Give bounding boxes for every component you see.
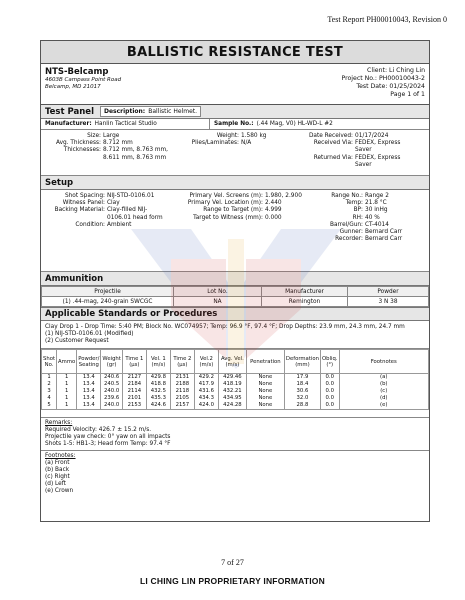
shot-cell: 418.8 [146,381,170,388]
shot-cell: 28.8 [284,402,320,410]
client: Client: Li Ching Lin [367,67,425,74]
shot-cell: 434.95 [218,395,246,402]
footnotes-block [41,451,429,497]
shot-cell: 2105 [170,395,194,402]
returned-via-label: Returned Via: [313,154,353,161]
lab-header [41,64,429,105]
shot-cell: 1 [42,374,57,382]
shot-row [42,395,429,402]
shot-cell: 2153 [122,402,146,410]
shot-cell: 429.46 [218,374,246,382]
shot-cell: 13.4 [77,381,101,388]
shot-cell: 0.0 [320,402,339,410]
shot-col-header: Vel. 1 (m/s) [146,350,170,374]
shot-cell: 2127 [122,374,146,382]
shot-cell: 424.6 [146,402,170,410]
shot-cell: (d) [339,395,429,402]
setup-col-3 [313,193,425,268]
shot-cell: 32.0 [284,395,320,402]
report-frame [40,40,430,522]
gunner-value: Bernard Carr [365,229,403,236]
temp-label: Temp: [345,200,363,207]
thicknesses-value-1: 8.712 mm, 8.763 mm, [103,147,168,154]
ammo-lot: NA [174,297,262,307]
project-no: Project No.: PH00010043-2 [341,75,425,82]
shot-cell: 1 [57,388,77,395]
shot-cell: 2184 [122,381,146,388]
shot-cell: (c) [339,388,429,395]
shot-cell: 240.0 [101,388,122,395]
shot-cell: 18.4 [284,381,320,388]
ammunition-row [42,297,429,307]
standards-text [41,321,429,349]
shot-cell: 240.6 [101,374,122,382]
shot-cell: 5 [42,402,57,410]
shot-spacing-value: NIJ-STD-0106.01 [107,193,155,199]
shot-col-header: Deformation (mm) [284,350,320,374]
received-via-value-1: FEDEX, Express [355,140,401,147]
shot-col-header: Avg. Vel. (m/s) [218,350,246,374]
shot-col-header: Ammo [57,350,77,374]
shot-cell: (e) [339,402,429,410]
backing-material-label: Backing Material: [54,207,105,214]
weight-value: 1.580 kg [241,133,267,139]
shot-col-header: Footnotes [339,350,429,374]
range-no-value: Range 2 [365,193,389,199]
shot-cell: 424.0 [194,402,218,410]
ammo-col-powder: Powder [348,287,429,297]
footnote-line: (e) Crown [45,488,74,494]
gunner-label: Gunner: [339,229,363,236]
thicknesses-label: Thicknesses: [63,147,101,154]
shot-row [42,374,429,382]
shot-cell: 429.2 [194,374,218,382]
plies-value: N/A [241,140,252,147]
panel-weight [173,133,297,172]
page-of: Page 1 of 1 [390,91,425,98]
setup-col-2 [173,193,313,268]
shot-spacing-label: Shot Spacing: [64,193,105,199]
shot-data-table [41,349,429,410]
ammo-col-lot: Lot No. [174,287,262,297]
proprietary-footer: LI CHING LIN PROPRIETARY INFORMATION [140,576,325,586]
bp-label: BP: [353,207,363,214]
remarks-block [41,418,429,451]
lab-name: NTS-Belcamp [45,67,109,77]
header-info [341,67,425,99]
shot-cell: 429.8 [146,374,170,382]
ammo-col-manufacturer: Manufacturer [262,287,348,297]
shot-cell: 424.28 [218,402,246,410]
shot-cell: 2118 [170,388,194,395]
range-to-target-value: 4.999 [265,207,282,214]
ammo-col-projectile: Projectile [42,287,174,297]
footnote-line: (d) Left [45,481,66,487]
primary-vel-screens-label: Primary Vel. Screens (m): [189,193,263,199]
report-title: BALLISTIC RESISTANCE TEST [126,44,344,60]
shot-row [42,388,429,395]
footnote-line: (a) Front [45,460,70,466]
table-spacer [41,410,429,418]
lab-address-2: Belcamp, MD 21017 [45,84,101,90]
shot-body [42,374,429,410]
ammunition-table [41,286,429,307]
ammunition-header-row [42,287,429,297]
manufacturer-row [41,119,429,130]
shot-cell: 435.3 [146,395,170,402]
shot-cell: None [246,374,284,382]
clay-drop-line: Clay Drop 1 - Drop Time: 5:40 PM; Block No. WC074957; Temp: 96.9 °F, 97.4 °F; Drop Depths: 23.9 mm, 24.3 mm, 24.7 mm [45,324,405,330]
shot-cell: 0.0 [320,374,339,382]
ammunition-heading: Ammunition [41,272,429,286]
standards-heading: Applicable Standards or Procedures [41,307,429,321]
shot-cell: 13.4 [77,395,101,402]
shot-row [42,381,429,388]
shot-cell: (a) [339,374,429,382]
remark-line: Projectile yaw check: 0° yaw on all impacts [45,434,171,440]
shot-row [42,402,429,410]
thicknesses-value-2: 8.611 mm, 8.763 mm [103,154,167,161]
setup-heading: Setup [41,176,429,190]
temp-value: 21.8 °C [365,200,387,207]
ammo-projectile: (1) .44-mag, 240-grain SWCGC [42,297,174,307]
avg-thickness-value: 8.712 mm [103,140,133,147]
recorder-label: Recorder: [335,236,363,243]
standard-line-2: (2) Customer Request [45,338,109,344]
size-label: Size: [87,133,101,139]
shot-cell: 434.3 [194,395,218,402]
shot-cell: 13.4 [77,402,101,410]
shot-cell: 13.4 [77,388,101,395]
standard-line-1: (1) NIJ-STD-0106.01 (Modified) [45,331,134,337]
setup-details [41,190,429,272]
barrel-value: CT-4014 [365,221,389,228]
ammo-manufacturer: Remington [262,297,348,307]
description-key: Description: [103,108,146,115]
test-panel-heading [41,105,429,119]
remark-line: Shots 1-5: HB1-3; Head form Temp: 97.4 °F [45,441,171,447]
shot-cell: 2101 [122,395,146,402]
witness-panel-value: Clay [107,200,120,207]
shot-cell: 13.4 [77,374,101,382]
primary-vel-screens-value: 1.980, 2.900 [265,193,302,199]
range-to-target-label: Range to Target (m): [203,207,263,214]
shot-cell: 240.0 [101,402,122,410]
condition-label: Condition: [75,221,105,228]
shot-cell: 2188 [170,381,194,388]
shot-cell: 418.19 [218,381,246,388]
recorder-value: Bernard Carr [365,236,403,243]
shot-cell: 3 [42,388,57,395]
shot-cell: 30.6 [284,388,320,395]
returned-via-value-2: Saver [355,161,372,168]
shot-cell: 0.0 [320,388,339,395]
shot-col-header: Shot No. [42,350,57,374]
shot-cell: 4 [42,395,57,402]
weight-label: Weight: [216,133,239,139]
shot-col-header: Time 2 (µs) [170,350,194,374]
test-panel-details [41,130,429,176]
description-label [100,106,201,117]
report-id: Test Report PH00010043, Revision 0 [327,15,447,24]
shot-cell: 2131 [170,374,194,382]
sample-label: Sample No.: [214,121,254,127]
sample-value: (.44 Mag, V0) HL-WD-L #2 [256,121,333,127]
shot-cell: None [246,388,284,395]
test-date: Test Date: 01/25/2024 [356,83,425,90]
remark-line: Required Velocity: 426.7 ± 15.2 m/s. [45,427,152,433]
manufacturer-cell [41,119,209,129]
target-to-witness-value: 0.000 [265,214,282,221]
shot-cell: (b) [339,381,429,388]
manufacturer-value: Hanlin Tactical Studio [94,121,157,127]
shot-cell: 432.5 [146,388,170,395]
bp-value: 30 inHg [365,207,388,214]
manufacturer-label: Manufacturer: [45,121,92,127]
shot-cell: 417.9 [194,381,218,388]
rh-label: RH: [352,214,363,221]
size-value: Large [103,133,120,139]
shot-cell: 2 [42,381,57,388]
lab-address-1: 4603B Campass Point Road [45,77,122,83]
shot-cell: 432.21 [218,388,246,395]
plies-label: Plies/Laminates: [191,140,239,147]
shot-cell: None [246,395,284,402]
backing-material-value-2: 0106.01 head form [107,214,163,221]
primary-vel-location-label: Primary Vel. Location (m): [187,200,263,207]
condition-value: Ambient [107,221,132,228]
primary-vel-location-value: 2.440 [265,200,282,207]
shot-col-header: Powder/ Seating [77,350,101,374]
footnotes-heading: Footnotes: [45,453,76,459]
panel-dimensions [45,133,173,172]
shot-cell: 239.6 [101,395,122,402]
setup-col-1 [45,193,173,268]
shot-cell: None [246,381,284,388]
shot-col-header: Obliq. (°) [320,350,339,374]
barrel-label: Barrel/Gun: [330,221,363,228]
witness-panel-label: Witness Panel: [62,200,105,207]
shot-cell: 0.0 [320,395,339,402]
shot-col-header: Penetration [246,350,284,374]
date-received-label: Date Received: [308,133,353,139]
shot-cell: 1 [57,395,77,402]
shot-col-header: Time 1 (µs) [122,350,146,374]
panel-receipt [297,133,425,172]
sample-cell [209,119,429,129]
received-via-value-2: Saver [355,147,372,154]
shot-col-header: Weight (gr) [101,350,122,374]
footnote-line: (b) Back [45,467,70,473]
shot-cell: 0.0 [320,381,339,388]
report-title-bar [41,41,429,64]
shot-cell: 1 [57,402,77,410]
returned-via-value-1: FEDEX, Express [355,154,401,161]
shot-cell: 1 [57,381,77,388]
shot-cell: None [246,402,284,410]
date-received-value: 01/17/2024 [355,133,389,139]
shot-cell: 1 [57,374,77,382]
shot-col-header: Vel.2 (m/s) [194,350,218,374]
received-via-label: Received Via: [313,140,353,147]
remarks-heading: Remarks: [45,420,73,426]
shot-cell: 2157 [170,402,194,410]
avg-thickness-label: Avg. Thickness: [55,140,101,147]
description-value: Ballistic Helmet. [148,108,198,115]
shot-cell: 240.5 [101,381,122,388]
shot-cell: 2114 [122,388,146,395]
shot-cell: 431.6 [194,388,218,395]
test-panel-title: Test Panel [45,106,94,117]
footnote-line: (c) Right [45,474,70,480]
backing-material-value-1: Clay-filled NIJ- [107,207,148,214]
shot-header-row [42,350,429,374]
target-to-witness-label: Target to Witness (mm): [193,214,263,221]
page-number: 7 of 27 [221,558,244,567]
range-no-label: Range No.: [331,193,363,199]
rh-value: 40 % [365,214,380,221]
ammo-powder: 3 N 38 [348,297,429,307]
shot-cell: 17.9 [284,374,320,382]
